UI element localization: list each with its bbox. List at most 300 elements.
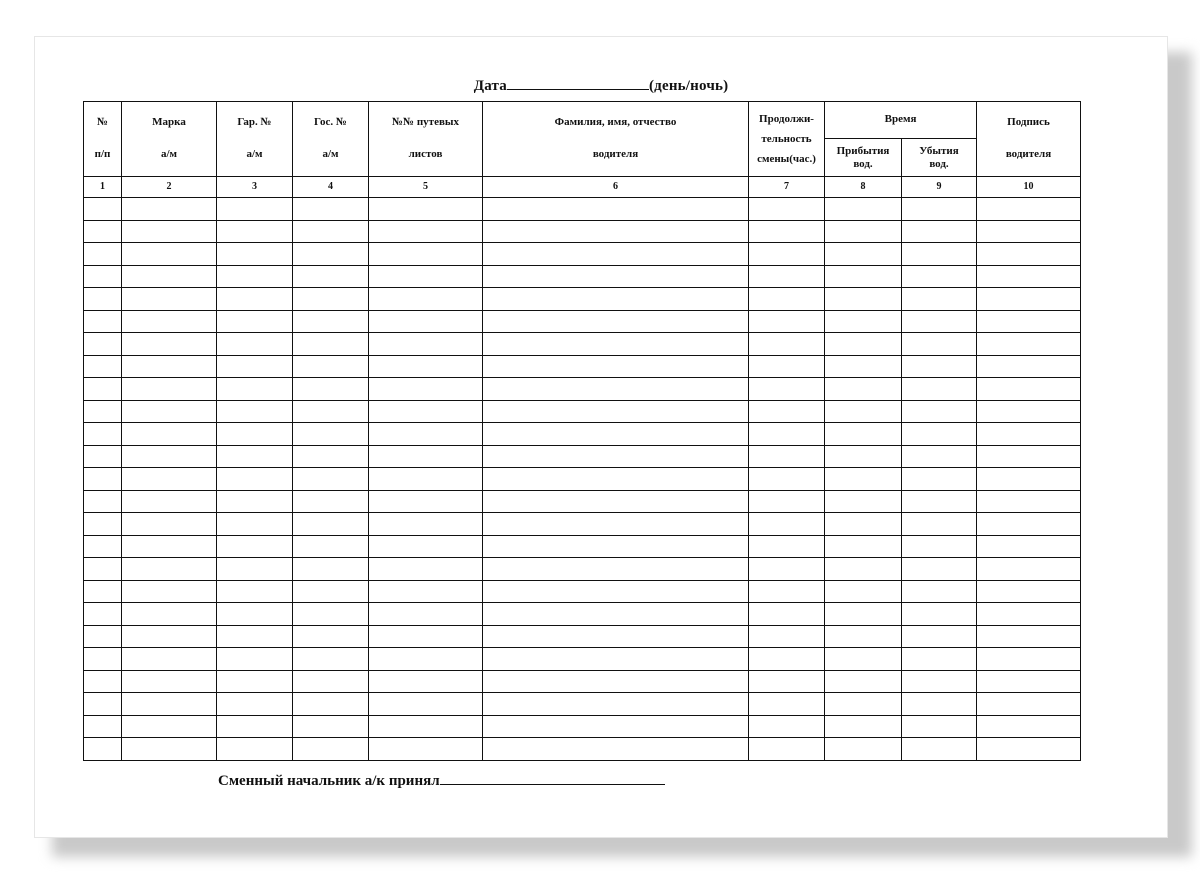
- table-cell[interactable]: [369, 310, 483, 333]
- table-cell[interactable]: [749, 490, 825, 513]
- table-cell[interactable]: [217, 423, 293, 446]
- table-cell[interactable]: [293, 738, 369, 761]
- table-cell[interactable]: [749, 693, 825, 716]
- table-cell[interactable]: [825, 378, 902, 401]
- table-cell[interactable]: [369, 333, 483, 356]
- table-cell[interactable]: [122, 648, 217, 671]
- table-cell[interactable]: [483, 468, 749, 491]
- table-cell[interactable]: [902, 693, 977, 716]
- column-number-row: [84, 177, 1081, 198]
- table-cell[interactable]: [84, 423, 122, 446]
- table-cell[interactable]: [483, 558, 749, 581]
- table-row: [84, 333, 1081, 356]
- table-cell[interactable]: [217, 445, 293, 468]
- table-cell[interactable]: [825, 738, 902, 761]
- table-cell[interactable]: [293, 333, 369, 356]
- table-cell[interactable]: [902, 558, 977, 581]
- table-cell[interactable]: [84, 198, 122, 221]
- table-cell[interactable]: [369, 468, 483, 491]
- table-cell[interactable]: [902, 288, 977, 311]
- table-cell[interactable]: [749, 310, 825, 333]
- table-cell[interactable]: [825, 670, 902, 693]
- table-cell[interactable]: [977, 400, 1081, 423]
- table-cell[interactable]: [749, 333, 825, 356]
- table-cell[interactable]: [122, 265, 217, 288]
- table-cell[interactable]: [84, 648, 122, 671]
- table-cell[interactable]: [217, 378, 293, 401]
- table-cell[interactable]: [749, 198, 825, 221]
- table-cell[interactable]: [369, 243, 483, 266]
- table-cell[interactable]: [217, 355, 293, 378]
- table-row: [84, 535, 1081, 558]
- table-cell[interactable]: [84, 220, 122, 243]
- table-cell[interactable]: [749, 738, 825, 761]
- table-cell[interactable]: [217, 625, 293, 648]
- table-cell[interactable]: [369, 355, 483, 378]
- table-cell[interactable]: [825, 625, 902, 648]
- table-cell[interactable]: [217, 243, 293, 266]
- table-row: [84, 670, 1081, 693]
- column-number: 7: [749, 177, 825, 198]
- table-cell[interactable]: [369, 625, 483, 648]
- table-cell[interactable]: [84, 693, 122, 716]
- table-cell[interactable]: [293, 513, 369, 536]
- table-cell[interactable]: [902, 423, 977, 446]
- table-cell[interactable]: [825, 513, 902, 536]
- table-cell[interactable]: [369, 265, 483, 288]
- table-cell[interactable]: [902, 265, 977, 288]
- header-time: Время: [825, 102, 977, 139]
- table-cell[interactable]: [902, 468, 977, 491]
- table-cell[interactable]: [483, 513, 749, 536]
- table-cell[interactable]: [217, 333, 293, 356]
- table-cell[interactable]: [369, 198, 483, 221]
- table-cell[interactable]: [825, 265, 902, 288]
- table-cell[interactable]: [749, 445, 825, 468]
- table-cell[interactable]: [902, 625, 977, 648]
- table-cell[interactable]: [902, 333, 977, 356]
- table-cell[interactable]: [217, 535, 293, 558]
- table-cell[interactable]: [977, 738, 1081, 761]
- table-cell[interactable]: [217, 693, 293, 716]
- table-cell[interactable]: [217, 603, 293, 626]
- table-cell[interactable]: [749, 355, 825, 378]
- table-cell[interactable]: [902, 535, 977, 558]
- table-cell[interactable]: [825, 580, 902, 603]
- table-row: [84, 580, 1081, 603]
- table-cell[interactable]: [749, 265, 825, 288]
- table-cell[interactable]: [293, 535, 369, 558]
- table-cell[interactable]: [483, 220, 749, 243]
- table-cell[interactable]: [825, 220, 902, 243]
- table-cell[interactable]: [825, 288, 902, 311]
- table-cell[interactable]: [84, 333, 122, 356]
- table-cell[interactable]: [369, 423, 483, 446]
- table-row: [84, 220, 1081, 243]
- table-cell[interactable]: [483, 445, 749, 468]
- table-cell[interactable]: [369, 648, 483, 671]
- table-cell[interactable]: [749, 378, 825, 401]
- table-cell[interactable]: [293, 558, 369, 581]
- table-cell[interactable]: [749, 670, 825, 693]
- table-cell[interactable]: [293, 220, 369, 243]
- table-cell[interactable]: [749, 558, 825, 581]
- table-cell[interactable]: [902, 490, 977, 513]
- table-cell[interactable]: [825, 648, 902, 671]
- table-cell[interactable]: [122, 558, 217, 581]
- table-cell[interactable]: [825, 400, 902, 423]
- table-row: [84, 693, 1081, 716]
- table-cell[interactable]: [977, 265, 1081, 288]
- table-row: [84, 715, 1081, 738]
- table-cell[interactable]: [749, 580, 825, 603]
- table-cell[interactable]: [122, 310, 217, 333]
- table-cell[interactable]: [217, 400, 293, 423]
- table-cell[interactable]: [369, 445, 483, 468]
- table-cell[interactable]: [293, 490, 369, 513]
- form-footer: [218, 772, 665, 790]
- table-cell[interactable]: [825, 490, 902, 513]
- table-cell[interactable]: [749, 423, 825, 446]
- header-number: № п/п: [84, 102, 122, 177]
- table-cell[interactable]: [293, 670, 369, 693]
- table-cell[interactable]: [217, 670, 293, 693]
- table-row: [84, 468, 1081, 491]
- table-cell[interactable]: [749, 603, 825, 626]
- table-cell[interactable]: [217, 490, 293, 513]
- table-cell[interactable]: [977, 625, 1081, 648]
- table-cell[interactable]: [977, 670, 1081, 693]
- table-cell[interactable]: [293, 243, 369, 266]
- table-cell[interactable]: [369, 670, 483, 693]
- table-cell[interactable]: [977, 198, 1081, 221]
- table-cell[interactable]: [977, 648, 1081, 671]
- table-cell[interactable]: [293, 378, 369, 401]
- table-row: [84, 310, 1081, 333]
- table-cell[interactable]: [902, 198, 977, 221]
- table-cell[interactable]: [122, 580, 217, 603]
- table-cell[interactable]: [122, 513, 217, 536]
- table-cell[interactable]: [483, 333, 749, 356]
- table-cell[interactable]: [902, 220, 977, 243]
- table-cell[interactable]: [977, 378, 1081, 401]
- table-cell[interactable]: [902, 513, 977, 536]
- table-cell[interactable]: [749, 535, 825, 558]
- table-cell[interactable]: [977, 603, 1081, 626]
- table-cell[interactable]: [293, 198, 369, 221]
- table-cell[interactable]: [84, 445, 122, 468]
- table-cell[interactable]: [825, 333, 902, 356]
- table-cell[interactable]: [369, 288, 483, 311]
- table-cell[interactable]: [902, 648, 977, 671]
- table-row: [84, 490, 1081, 513]
- table-cell[interactable]: [749, 648, 825, 671]
- table-cell[interactable]: [84, 468, 122, 491]
- table-cell[interactable]: [483, 715, 749, 738]
- table-row: [84, 243, 1081, 266]
- table-cell[interactable]: [977, 558, 1081, 581]
- table-cell[interactable]: [483, 693, 749, 716]
- table-cell[interactable]: [122, 333, 217, 356]
- table-cell[interactable]: [122, 468, 217, 491]
- table-cell[interactable]: [825, 355, 902, 378]
- table-cell[interactable]: [293, 468, 369, 491]
- table-cell[interactable]: [122, 400, 217, 423]
- table-cell[interactable]: [902, 445, 977, 468]
- table-cell[interactable]: [369, 378, 483, 401]
- table-cell[interactable]: [902, 378, 977, 401]
- header-departure: Убытия вод.: [902, 139, 977, 177]
- table-cell[interactable]: [84, 715, 122, 738]
- table-cell[interactable]: [122, 535, 217, 558]
- table-cell[interactable]: [369, 490, 483, 513]
- table-cell[interactable]: [977, 333, 1081, 356]
- table-cell[interactable]: [122, 355, 217, 378]
- table-cell[interactable]: [369, 220, 483, 243]
- table-row: [84, 445, 1081, 468]
- table-cell[interactable]: [825, 535, 902, 558]
- table-cell[interactable]: [483, 310, 749, 333]
- table-cell[interactable]: [483, 490, 749, 513]
- table-cell[interactable]: [84, 355, 122, 378]
- table-cell[interactable]: [217, 310, 293, 333]
- table-cell[interactable]: [217, 220, 293, 243]
- table-cell[interactable]: [84, 310, 122, 333]
- title-shift-label: (день/ночь): [648, 78, 729, 94]
- table-cell[interactable]: [84, 625, 122, 648]
- table-cell[interactable]: [825, 558, 902, 581]
- table-row: [84, 355, 1081, 378]
- header-signature: Подпись водителя: [977, 102, 1081, 177]
- table-cell[interactable]: [749, 400, 825, 423]
- table-cell[interactable]: [369, 603, 483, 626]
- table-cell[interactable]: [293, 603, 369, 626]
- table-cell[interactable]: [749, 513, 825, 536]
- table-cell[interactable]: [217, 715, 293, 738]
- table-cell[interactable]: [84, 603, 122, 626]
- table-cell[interactable]: [977, 513, 1081, 536]
- table-cell[interactable]: [977, 220, 1081, 243]
- table-cell[interactable]: [369, 738, 483, 761]
- table-cell[interactable]: [84, 535, 122, 558]
- table-cell[interactable]: [977, 423, 1081, 446]
- table-cell[interactable]: [825, 198, 902, 221]
- table-cell[interactable]: [293, 445, 369, 468]
- table-cell[interactable]: [977, 693, 1081, 716]
- table-cell[interactable]: [122, 288, 217, 311]
- table-cell[interactable]: [217, 288, 293, 311]
- table-row: [84, 625, 1081, 648]
- table-cell[interactable]: [825, 468, 902, 491]
- table-cell[interactable]: [122, 603, 217, 626]
- header-row: [84, 102, 1081, 139]
- table-cell[interactable]: [293, 310, 369, 333]
- table-row: [84, 378, 1081, 401]
- table-cell[interactable]: [977, 535, 1081, 558]
- table-cell[interactable]: [217, 265, 293, 288]
- table-cell[interactable]: [293, 580, 369, 603]
- table-cell[interactable]: [902, 310, 977, 333]
- table-cell[interactable]: [483, 378, 749, 401]
- table-cell[interactable]: [122, 378, 217, 401]
- header-waybills: №№ путевых листов: [369, 102, 483, 177]
- table-cell[interactable]: [483, 625, 749, 648]
- table-cell[interactable]: [825, 603, 902, 626]
- column-number: 3: [217, 177, 293, 198]
- table-cell[interactable]: [977, 310, 1081, 333]
- table-cell[interactable]: [483, 670, 749, 693]
- table-cell[interactable]: [902, 400, 977, 423]
- table-cell[interactable]: [483, 738, 749, 761]
- table-cell[interactable]: [902, 355, 977, 378]
- header-duration: Продолжи- тельность смены(час.): [749, 102, 825, 177]
- table-cell[interactable]: [749, 715, 825, 738]
- table-cell[interactable]: [483, 423, 749, 446]
- table-cell[interactable]: [122, 445, 217, 468]
- table-cell[interactable]: [217, 738, 293, 761]
- table-cell[interactable]: [84, 243, 122, 266]
- table-cell[interactable]: [825, 243, 902, 266]
- table-cell[interactable]: [825, 445, 902, 468]
- form-title: [35, 77, 1167, 95]
- table-cell[interactable]: [483, 288, 749, 311]
- table-cell[interactable]: [217, 198, 293, 221]
- table-cell[interactable]: [977, 288, 1081, 311]
- table-cell[interactable]: [122, 715, 217, 738]
- table-cell[interactable]: [122, 243, 217, 266]
- table-cell[interactable]: [483, 265, 749, 288]
- table-cell[interactable]: [84, 378, 122, 401]
- table-cell[interactable]: [293, 288, 369, 311]
- table-cell[interactable]: [217, 648, 293, 671]
- table-cell[interactable]: [84, 490, 122, 513]
- table-row: [84, 288, 1081, 311]
- table-cell[interactable]: [977, 468, 1081, 491]
- table-cell[interactable]: [369, 715, 483, 738]
- table-cell[interactable]: [217, 558, 293, 581]
- header-brand: Марка а/м: [122, 102, 217, 177]
- table-cell[interactable]: [902, 603, 977, 626]
- table-cell[interactable]: [122, 670, 217, 693]
- table-cell[interactable]: [369, 693, 483, 716]
- table-cell[interactable]: [977, 445, 1081, 468]
- table-cell[interactable]: [84, 265, 122, 288]
- date-blank-line[interactable]: [507, 77, 649, 90]
- table-cell[interactable]: [369, 513, 483, 536]
- column-number: 8: [825, 177, 902, 198]
- table-cell[interactable]: [749, 468, 825, 491]
- table-cell[interactable]: [825, 693, 902, 716]
- table-cell[interactable]: [369, 558, 483, 581]
- signature-blank-line[interactable]: [440, 772, 665, 785]
- table-cell[interactable]: [483, 198, 749, 221]
- table-row: [84, 738, 1081, 761]
- table-cell[interactable]: [902, 580, 977, 603]
- table-cell[interactable]: [749, 288, 825, 311]
- table-cell[interactable]: [84, 558, 122, 581]
- table-row: [84, 603, 1081, 626]
- table-row: [84, 558, 1081, 581]
- table-cell[interactable]: [369, 580, 483, 603]
- table-cell[interactable]: [217, 580, 293, 603]
- column-number: 4: [293, 177, 369, 198]
- table-cell[interactable]: [483, 648, 749, 671]
- table-cell[interactable]: [293, 625, 369, 648]
- column-number: 5: [369, 177, 483, 198]
- form-sheet: [34, 36, 1168, 838]
- table-cell[interactable]: [293, 400, 369, 423]
- table-cell[interactable]: [483, 355, 749, 378]
- table-cell[interactable]: [293, 648, 369, 671]
- table-cell[interactable]: [84, 580, 122, 603]
- header-arrival: Прибытия вод.: [825, 139, 902, 177]
- table-cell[interactable]: [902, 738, 977, 761]
- column-number: 1: [84, 177, 122, 198]
- table-cell[interactable]: [902, 670, 977, 693]
- table-cell[interactable]: [825, 715, 902, 738]
- table-cell[interactable]: [84, 400, 122, 423]
- table-cell[interactable]: [977, 580, 1081, 603]
- table-cell[interactable]: [483, 535, 749, 558]
- table-row: [84, 265, 1081, 288]
- table-cell[interactable]: [84, 670, 122, 693]
- table-cell[interactable]: [122, 738, 217, 761]
- table-body: [84, 198, 1081, 761]
- footer-label: Сменный начальник а/к принял: [218, 773, 440, 789]
- table-cell[interactable]: [749, 625, 825, 648]
- table-cell[interactable]: [293, 423, 369, 446]
- table-cell[interactable]: [902, 243, 977, 266]
- table-cell[interactable]: [122, 625, 217, 648]
- table-cell[interactable]: [84, 513, 122, 536]
- table-cell[interactable]: [483, 603, 749, 626]
- table-cell[interactable]: [293, 355, 369, 378]
- header-driver-name: Фамилия, имя, отчество водителя: [483, 102, 749, 177]
- table-cell[interactable]: [293, 715, 369, 738]
- table-cell[interactable]: [122, 693, 217, 716]
- table-cell[interactable]: [84, 738, 122, 761]
- table-cell[interactable]: [483, 580, 749, 603]
- table-cell[interactable]: [977, 715, 1081, 738]
- table-cell[interactable]: [84, 288, 122, 311]
- header-state-number: Гос. № а/м: [293, 102, 369, 177]
- table-row: [84, 513, 1081, 536]
- table-cell[interactable]: [369, 535, 483, 558]
- table-cell[interactable]: [293, 693, 369, 716]
- table-cell[interactable]: [122, 220, 217, 243]
- table-cell[interactable]: [483, 400, 749, 423]
- table-cell[interactable]: [217, 513, 293, 536]
- table-cell[interactable]: [749, 243, 825, 266]
- table-cell[interactable]: [977, 355, 1081, 378]
- column-number: 2: [122, 177, 217, 198]
- table-cell[interactable]: [122, 198, 217, 221]
- table-row: [84, 198, 1081, 221]
- table-cell[interactable]: [217, 468, 293, 491]
- table-cell[interactable]: [293, 265, 369, 288]
- table-cell[interactable]: [977, 490, 1081, 513]
- table-cell[interactable]: [825, 423, 902, 446]
- table-cell[interactable]: [825, 310, 902, 333]
- table-cell[interactable]: [369, 400, 483, 423]
- title-date-label: Дата: [473, 78, 507, 94]
- table-cell[interactable]: [749, 220, 825, 243]
- table-cell[interactable]: [122, 423, 217, 446]
- table-cell[interactable]: [977, 243, 1081, 266]
- table-cell[interactable]: [902, 715, 977, 738]
- table-cell[interactable]: [483, 243, 749, 266]
- table-cell[interactable]: [122, 490, 217, 513]
